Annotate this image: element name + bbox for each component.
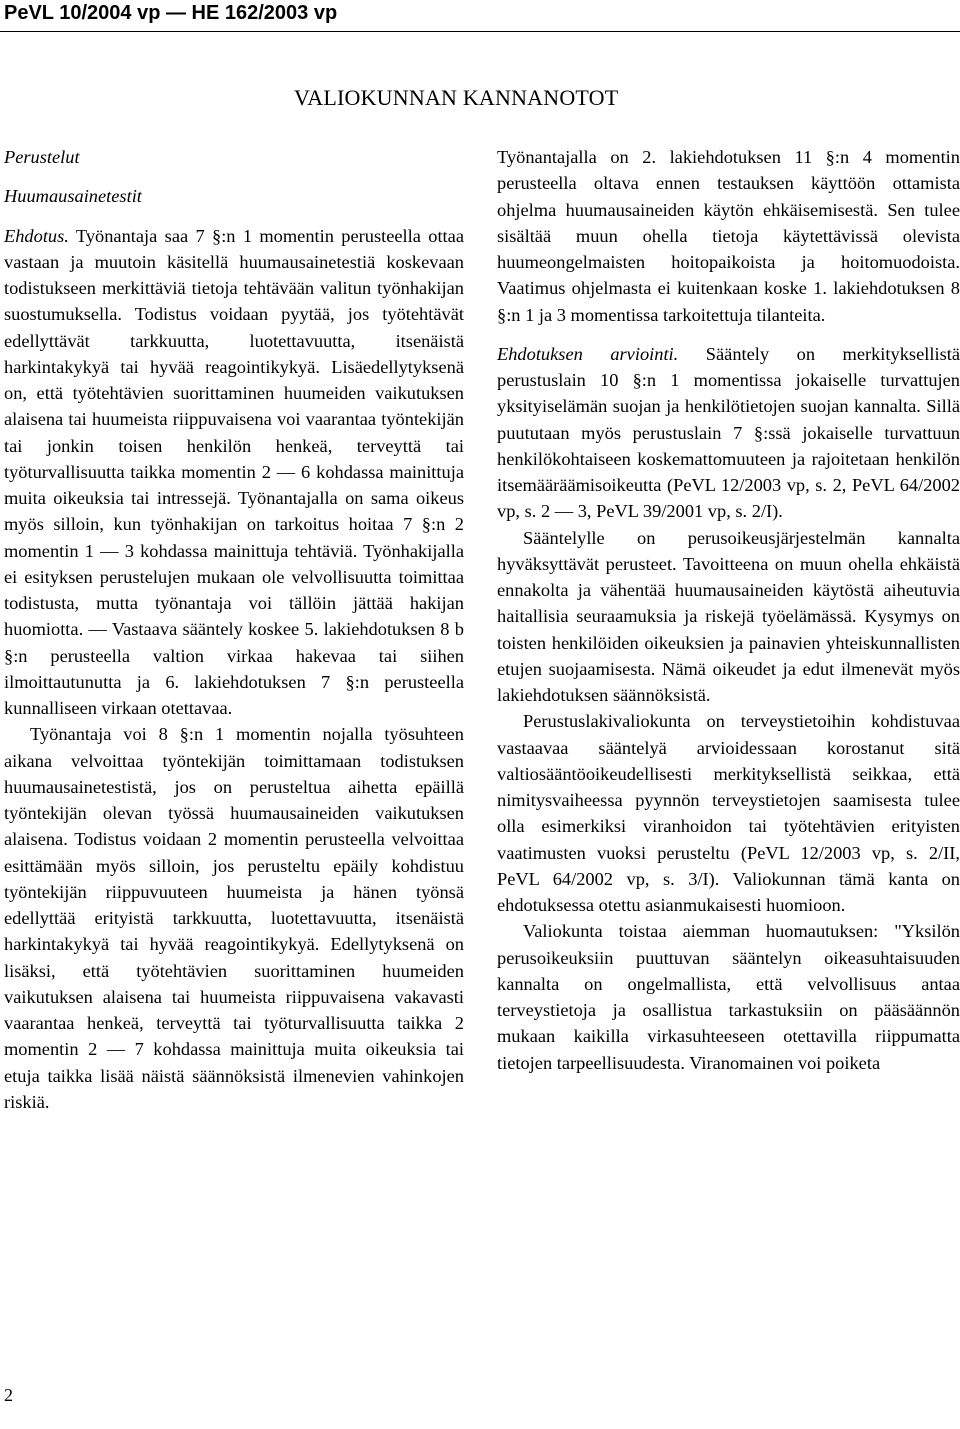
subheading-huumausainetestit: Huumausainetestit [4, 186, 142, 207]
running-header: PeVL 10/2004 vp — HE 162/2003 vp [4, 2, 338, 24]
left-column [4, 144, 464, 1115]
paragraph-ehdotus-text: Työnantaja saa 7 §:n 1 momentin perusteella ottaa vastaan ja muutoin käsitellä huumausainetestiä koskevaan todistukseen merkittäviä tietoja tehtävään valitun työnhakijan suostumuksella. Todistus voidaan pyytää, jos työtehtävät edellyttävät tarkkuutta, luotettavuutta, itsenäistä harkintakykyä tai hyvää reagointikykyä. Lisäedellytyksenä on, että työtehtävien suorittaminen huumeiden vaikutuksen alaisena tai huumeista riippuvaisena voi vaarantaa työntekijän tai jonkin toisen henkilön henkeä, terveyttä tai työturvallisuutta taikka momentin 2 — 6 kohdassa mainittuja muita oikeuksia tai intressejä. Työnantajalla on sama oikeus myös silloin, kun työnhakijan on tarkoitus hoitaa 7 §:n 2 momentin 1 — 3 kohdassa mainittuja tehtäviä. Työnhakijalla ei esityksen perustelujen mukaan ole velvollisuutta toimittaa todistusta, mutta työnantaja voi tällöin jättää hakijan huomiotta. — Vastaava sääntely koskee 5. lakiehdotuksen 8 b §:n perusteella valtion virkaa hakevaa tai siihen ilmoittautunutta ja 6. lakiehdotuksen 7 §:n perusteella kunnalliseen virkaan otettavaa. [4, 225, 464, 718]
header-rule [0, 31, 960, 32]
paragraph-valiokunta-toistaa: Valiokunta toistaa aiemman huomautuksen: "Yksilön perusoikeuksiin puuttuvan sääntelyn oikeasuhtaisuuden kannalta on ongelmallista, että velvollisuus antaa terveystietoja ja osallistua tarkastuksiin on pääsäännön mukaan kaikilla virkasuhteeseen otettavilla riippumatta tietojen tarpeellisuudesta. Viranomainen voi poiketa [497, 921, 960, 1073]
paragraph-lead-ehdotus: Ehdotus. [4, 225, 69, 246]
paragraph-ehdotus [4, 223, 464, 722]
paragraph-tyonantaja-voi: Työnantaja voi 8 §:n 1 momentin nojalla työsuhteen aikana velvoittaa työntekijän toimittamaan todistuksen huumausainetestistä, jos on perusteltua aihetta epäillä työntekijän olevan työssä huumausaineiden vaikutuksen alaisena. Todistus voidaan 2 momentin perusteella velvoittaa esittämään myös silloin, jos perusteltu epäily kohdistuu työntekijän riippuvuuteen huumeista ja hänen työnsä edellyttää erityistä tarkkuutta, luotettavuutta, itsenäistä harkintakykyä tai hyvää reagointikykyä. Edellytyksenä on lisäksi, että työtehtävien suorittaminen huumeiden vaikutuksen alaisena tai huumeista riippuvaisena vakavasti vaarantaa henkeä, terveyttä tai työturvallisuutta taikka 2 momentin 2 — 7 kohdassa mainittuja muita oikeuksia tai etuja taikka lisää näistä säännöksistä ilmenevien vahinkojen riskiä. [4, 724, 464, 1112]
right-column [497, 144, 960, 1076]
page-number: 2 [4, 1385, 13, 1405]
paragraph-lead-arviointi: Ehdotuksen arviointi. [497, 343, 679, 364]
paragraph-saantelylle: Sääntelylle on perusoikeusjärjestelmän kannalta hyväksyttävät perusteet. Tavoitteena on muun ohella ehkäistä ennakolta ja vähentää huumausaineiden käytöstä aiheutuvia haitallisia seuraamuksia ja riskejä työelämässä. Kysymys on toisten henkilöiden oikeuksien ja painavien yhteiskunnallisten etujen suojaamisesta. Nämä oikeudet ja edut ilmenevät myös lakiehdotuksen säännöksistä. [497, 527, 960, 705]
section-heading: VALIOKUNNAN KANNANOTOT [294, 85, 619, 110]
heading-perustelut: Perustelut [4, 147, 80, 167]
paragraph-tyonantajalla-on: Työnantajalla on 2. lakiehdotuksen 11 §:n 4 momentin perusteella oltava ennen testauksen käyttöön ottamista ohjelma huumausaineiden käytön ehkäisemisestä. Sen tulee sisältää muun ohella tietoja käytettävissä olevista huumeongelmaisten hoitopaikoista ja hoitomuodoista. Vaatimus ohjelmasta ei kuitenkaan koske 1. lakiehdotuksen 8 §:n 1 ja 3 momentissa tarkoitettuja tilanteita. [497, 147, 960, 325]
paragraph-ehdotuksen-arviointi [497, 341, 960, 525]
paragraph-arviointi-text: Sääntely on merkityksellistä perustuslain 10 §:n 1 momentissa jokaiselle turvattujen yksityiselämän suojan ja henkilötietojen suojan kannalta. Sillä puututaan myös perustuslain 7 §:ssä jokaiselle turvattuun henkilökohtaiseen koskemattomuuteen ja rajoitetaan henkilön itsemääräämisoikeutta (PeVL 12/2003 vp, s. 2, PeVL 64/2002 vp, s. 2 — 3, PeVL 39/2001 vp, s. 2/I). [497, 343, 960, 522]
paragraph-perustuslakivaliokunta: Perustuslakivaliokunta on terveystietoihin kohdistuvaa vastaavaa sääntelyä arvioidessaan korostanut sitä valtiosääntöoikeudellisesti merkityksellistä seikkaa, että nimitysvaiheessa pyynnön terveystietojen saamisesta tulee olla esimerkiksi viranhoidon tai työtehtävien erityisten vaatimusten vuoksi perusteltu (PeVL 12/2003 vp, s. 2/II, PeVL 64/2002 vp, s. 3/I). Valiokunnan tämä kanta on ehdotuksessa otettu asianmukaisesti huomioon. [497, 711, 960, 915]
